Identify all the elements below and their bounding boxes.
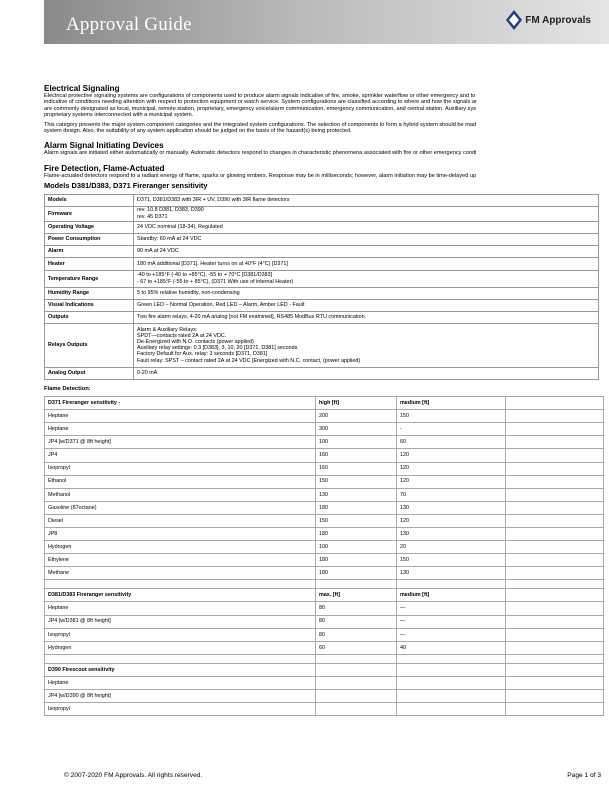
table-cell: 130 bbox=[397, 567, 506, 580]
table-cell bbox=[316, 703, 397, 716]
empty-cell bbox=[506, 690, 604, 703]
empty-cell bbox=[316, 580, 397, 589]
table-cell: 120 bbox=[397, 475, 506, 488]
spec-value-line: SPDT—contacts rated 2A at 24 VDC. bbox=[137, 332, 227, 339]
table-cell: 130 bbox=[316, 488, 397, 501]
table-cell: Gasoline (87octane) bbox=[45, 501, 316, 514]
empty-cell bbox=[506, 501, 604, 514]
spec-value-line: De-Energized with N.O. contacts (power applied) bbox=[137, 338, 254, 345]
spec-row bbox=[45, 323, 599, 367]
table-cell: Hydrogen bbox=[45, 641, 316, 654]
flame-table-row bbox=[45, 602, 604, 615]
table-cell: 180 bbox=[316, 567, 397, 580]
table-cell: Isopropyl bbox=[45, 628, 316, 641]
header-cell: max. [ft] bbox=[316, 589, 397, 602]
table-cell: 150 bbox=[316, 475, 397, 488]
spec-value-line: rev. 45 D371 bbox=[137, 213, 168, 220]
spec-value bbox=[134, 221, 599, 233]
spec-value bbox=[134, 233, 599, 245]
spec-row bbox=[45, 194, 599, 206]
fm-logo-text: FM Approvals bbox=[525, 14, 591, 26]
spec-value bbox=[134, 299, 599, 311]
spec-value bbox=[134, 311, 599, 323]
text-line: system design. Also, the suitability of any system application should be judged on the basis of the hazard(s) being protected. bbox=[44, 128, 352, 135]
spec-value-line: 90 mA at 24 VDC bbox=[137, 248, 179, 255]
spec-label: Visual Indications bbox=[45, 299, 134, 311]
empty-cell bbox=[506, 436, 604, 449]
spec-row bbox=[45, 270, 599, 287]
table-cell bbox=[397, 690, 506, 703]
empty-cell bbox=[506, 397, 604, 410]
table-cell: Ethanol bbox=[45, 475, 316, 488]
spec-row bbox=[45, 206, 599, 221]
empty-cell bbox=[506, 589, 604, 602]
electrical-paragraph-2 bbox=[44, 122, 604, 135]
empty-cell bbox=[506, 628, 604, 641]
page-title: Approval Guide bbox=[66, 14, 192, 35]
table-cell: — bbox=[397, 628, 506, 641]
text-line: Electrical protective signaling systems are configurations of components used to produce alarm signals indicative of fire, smoke, sprinkler waterflow or other emergency and to bbox=[44, 93, 476, 99]
table-cell: 120 bbox=[397, 514, 506, 527]
empty-cell bbox=[506, 528, 604, 541]
empty-cell bbox=[397, 654, 506, 663]
flame-table-row bbox=[45, 641, 604, 654]
table-cell: Diesel bbox=[45, 514, 316, 527]
spec-value-line: 180 mA additional [D371]. Heater turns on at 40°F (4°C) [D371] bbox=[137, 260, 288, 267]
table-cell: 200 bbox=[316, 410, 397, 423]
table-cell bbox=[397, 676, 506, 689]
electrical-paragraph-1 bbox=[44, 93, 604, 119]
text-line: This category presents the major system component categories and the integrated system configurations. The selection of components to form a hybrid system should be mad bbox=[44, 121, 477, 128]
table-cell: Hydrogen bbox=[45, 541, 316, 554]
fm-approvals-logo bbox=[505, 9, 591, 31]
table-cell: 60 bbox=[316, 641, 397, 654]
table-cell: Isopropyl bbox=[45, 703, 316, 716]
table-cell: 180 bbox=[316, 528, 397, 541]
table-cell: Heptane bbox=[45, 410, 316, 423]
empty-cell bbox=[506, 554, 604, 567]
spec-row bbox=[45, 221, 599, 233]
spec-value bbox=[134, 270, 599, 287]
document-body bbox=[44, 84, 609, 716]
table-cell bbox=[316, 690, 397, 703]
header-cell bbox=[397, 663, 506, 676]
spec-row bbox=[45, 299, 599, 311]
spec-label: Heater bbox=[45, 257, 134, 270]
spacer-row bbox=[45, 580, 604, 589]
empty-cell bbox=[506, 514, 604, 527]
section-heading-alarm: Alarm Signal Initiating Devices bbox=[44, 141, 164, 151]
empty-cell bbox=[506, 676, 604, 689]
empty-cell bbox=[506, 654, 604, 663]
flame-table-row bbox=[45, 462, 604, 475]
table-cell: JP8 bbox=[45, 528, 316, 541]
table-cell: 20 bbox=[397, 541, 506, 554]
spec-value-line: Auxiliary relay settings: 0.3 [D383], 3, 10, 20 [D371, D381] seconds. bbox=[137, 345, 299, 352]
table-cell: JP4 [w/D390 @ 8ft height] bbox=[45, 690, 316, 703]
flame-table-header bbox=[45, 397, 604, 410]
spacer-row bbox=[45, 654, 604, 663]
empty-cell bbox=[506, 410, 604, 423]
flame-table-header bbox=[45, 663, 604, 676]
empty-cell bbox=[506, 449, 604, 462]
header-cell: D390 Firescout sensitivity bbox=[45, 663, 316, 676]
section-heading-electrical: Electrical Signaling bbox=[44, 84, 120, 93]
flame-table-row bbox=[45, 449, 604, 462]
spec-value bbox=[134, 194, 599, 206]
empty-cell bbox=[506, 475, 604, 488]
table-cell: 40 bbox=[397, 641, 506, 654]
empty-cell bbox=[506, 488, 604, 501]
table-cell: 120 bbox=[397, 462, 506, 475]
section-heading-fire: Fire Detection, Flame-Actuated bbox=[44, 163, 165, 173]
flame-table-row bbox=[45, 628, 604, 641]
spec-value-line: -40 to +185°F (-40 to +85°C), -55 to + 70°C [D381/D383] bbox=[137, 272, 273, 279]
table-cell: 130 bbox=[397, 528, 506, 541]
table-cell: Methane bbox=[45, 567, 316, 580]
flame-table-row bbox=[45, 436, 604, 449]
spec-value bbox=[134, 323, 599, 367]
footer-copyright: © 2007-2020 FM Approvals. All rights reserved. bbox=[64, 772, 203, 779]
empty-cell bbox=[506, 423, 604, 436]
flame-table-row bbox=[45, 514, 604, 527]
model-heading: Models D381/D383, D371 Fireranger sensitivity bbox=[44, 181, 208, 191]
footer-page-number: Page 1 of 3 bbox=[567, 772, 601, 779]
empty-cell bbox=[506, 580, 604, 589]
flame-table-row bbox=[45, 501, 604, 514]
table-cell: 160 bbox=[316, 462, 397, 475]
spec-value-line: Two fire alarm relays, 4-20 mA analog [not FM examined], RS485 ModBus RTU communication. bbox=[137, 314, 367, 321]
flame-table-row bbox=[45, 554, 604, 567]
flame-detection-title: Flame Detection: bbox=[44, 385, 91, 392]
table-cell: — bbox=[397, 602, 506, 615]
flame-table-row bbox=[45, 567, 604, 580]
spec-label: Alarm bbox=[45, 245, 134, 257]
fire-paragraph: Flame-actuated detectors respond to a radiant energy of flame, sparks or glowing embers. Response may be in milliseconds; however, alarm initiation may be time-delayed up bbox=[44, 172, 477, 179]
text-line: indicative of conditions needing attention with respect to protection equipment or watch service. System configurations are classified according to where and how the signals ar bbox=[44, 99, 477, 106]
spec-label: Outputs bbox=[45, 311, 134, 323]
header-cell bbox=[316, 663, 397, 676]
spec-label: Firmware bbox=[45, 206, 134, 221]
table-cell: 60 bbox=[397, 436, 506, 449]
spec-label: Humidity Range bbox=[45, 287, 134, 299]
spec-row bbox=[45, 257, 599, 270]
spec-value bbox=[134, 245, 599, 257]
flame-table-row bbox=[45, 475, 604, 488]
spec-value-line: Green LED – Normal Operation, Red LED – Alarm, Amber LED - Fault bbox=[137, 302, 305, 309]
spec-label: Models bbox=[45, 194, 134, 206]
spec-row bbox=[45, 367, 599, 379]
table-cell: 130 bbox=[397, 501, 506, 514]
table-cell: 120 bbox=[397, 449, 506, 462]
spec-value-line: Fault relay: SPST – contact rated 2A at 24 VDC [Energized with N.C. contact, (power applied) bbox=[137, 357, 361, 364]
table-cell: 70 bbox=[397, 488, 506, 501]
empty-cell bbox=[506, 602, 604, 615]
empty-cell bbox=[506, 462, 604, 475]
spec-label: Temperature Range bbox=[45, 270, 134, 287]
spec-value-line: Alarm & Auxiliary Relays: bbox=[137, 326, 198, 333]
spec-value-line: Standby: 60 mA at 24 VDC bbox=[137, 236, 202, 243]
table-cell bbox=[316, 676, 397, 689]
table-cell: 160 bbox=[316, 449, 397, 462]
table-cell: 300 bbox=[316, 423, 397, 436]
spec-value-line: D371, D381/D383 with 3IR + UV, D390 with 3IR flame detectors bbox=[137, 197, 290, 204]
spec-value bbox=[134, 257, 599, 270]
table-cell: 100 bbox=[316, 541, 397, 554]
table-cell: 180 bbox=[316, 554, 397, 567]
spec-label: Relays Outputs bbox=[45, 323, 134, 367]
alarm-paragraph: Alarm signals are initiated either automatically or manually. Automatic detectors respond to changes in characteristic phenomena associated with fire or other emergency condi bbox=[44, 150, 477, 157]
table-cell: Heptane bbox=[45, 602, 316, 615]
header-cell: high [ft] bbox=[316, 397, 397, 410]
empty-cell bbox=[316, 654, 397, 663]
empty-cell bbox=[506, 541, 604, 554]
flame-table-header bbox=[45, 589, 604, 602]
spec-label: Power Consumption bbox=[45, 233, 134, 245]
table-cell: 150 bbox=[397, 410, 506, 423]
spec-row bbox=[45, 233, 599, 245]
spec-label: Analog Output bbox=[45, 367, 134, 379]
header-cell: medium [ft] bbox=[397, 397, 506, 410]
flame-table-row bbox=[45, 423, 604, 436]
table-cell: Methanol bbox=[45, 488, 316, 501]
spec-row bbox=[45, 311, 599, 323]
header-cell: D371 Fireranger sensitivity - bbox=[45, 397, 316, 410]
flame-table-row bbox=[45, 488, 604, 501]
flame-table bbox=[44, 396, 604, 716]
table-cell: 150 bbox=[316, 514, 397, 527]
spec-value bbox=[134, 287, 599, 299]
spec-row bbox=[45, 245, 599, 257]
header-cell: D381/D383 Fireranger sensitivity bbox=[45, 589, 316, 602]
spec-value-line: 24 VDC nominal (18-34), Regulated bbox=[137, 224, 223, 231]
header-cell: medium [ft] bbox=[397, 589, 506, 602]
spec-label: Operating Voltage bbox=[45, 221, 134, 233]
flame-table-row bbox=[45, 528, 604, 541]
spec-value-line: rev. 10.8 D381, D383, D390 bbox=[137, 207, 204, 214]
table-cell: Heptane bbox=[45, 423, 316, 436]
flame-table-row bbox=[45, 703, 604, 716]
empty-cell bbox=[506, 663, 604, 676]
empty-cell bbox=[397, 580, 506, 589]
spec-table bbox=[44, 194, 599, 380]
table-cell: JP4 [w/D371 @ 8ft height] bbox=[45, 436, 316, 449]
table-cell: 80 bbox=[316, 628, 397, 641]
table-cell: — bbox=[397, 615, 506, 628]
empty-cell bbox=[506, 703, 604, 716]
header-banner bbox=[44, 0, 609, 44]
table-cell: JP4 [w/D381 @ 8ft height] bbox=[45, 615, 316, 628]
empty-cell bbox=[506, 567, 604, 580]
table-cell: JP4 bbox=[45, 449, 316, 462]
flame-table-row bbox=[45, 410, 604, 423]
table-cell: 80 bbox=[316, 602, 397, 615]
empty-cell bbox=[506, 641, 604, 654]
table-cell: 150 bbox=[397, 554, 506, 567]
text-line: are commonly designated as local, municipal, remote station, proprietary, emergency voice/alarm communication, emergency communication, and central station. Auxiliary sys bbox=[44, 105, 477, 112]
table-cell bbox=[397, 703, 506, 716]
table-cell: Isopropyl bbox=[45, 462, 316, 475]
flame-table-row bbox=[45, 615, 604, 628]
flame-table-row bbox=[45, 676, 604, 689]
flame-table-row bbox=[45, 690, 604, 703]
table-cell: 100 bbox=[316, 436, 397, 449]
spec-value bbox=[134, 206, 599, 221]
spec-value-line: Factory Default for Aux. relay: 3 seconds [D371, D381] bbox=[137, 351, 268, 358]
empty-cell bbox=[45, 580, 316, 589]
flame-table-row bbox=[45, 541, 604, 554]
spec-value-line: 0-20 mA bbox=[137, 370, 158, 377]
table-cell: Heptane bbox=[45, 676, 316, 689]
spec-value-line: 5 to 95% relative humidity, non-condensing bbox=[137, 290, 240, 297]
table-cell: 80 bbox=[316, 615, 397, 628]
table-cell: Ethylene bbox=[45, 554, 316, 567]
spec-value-line: - 67 to +185°F (-55 to + 85°C), (D371 With use of internal Heater) bbox=[137, 278, 294, 285]
spec-value bbox=[134, 367, 599, 379]
text-line: proprietary systems interconnected with a municipal system. bbox=[44, 112, 194, 119]
spec-row bbox=[45, 287, 599, 299]
table-cell: 180 bbox=[316, 501, 397, 514]
table-cell: - bbox=[397, 423, 506, 436]
fm-diamond-icon bbox=[505, 9, 523, 31]
empty-cell bbox=[45, 654, 316, 663]
empty-cell bbox=[506, 615, 604, 628]
